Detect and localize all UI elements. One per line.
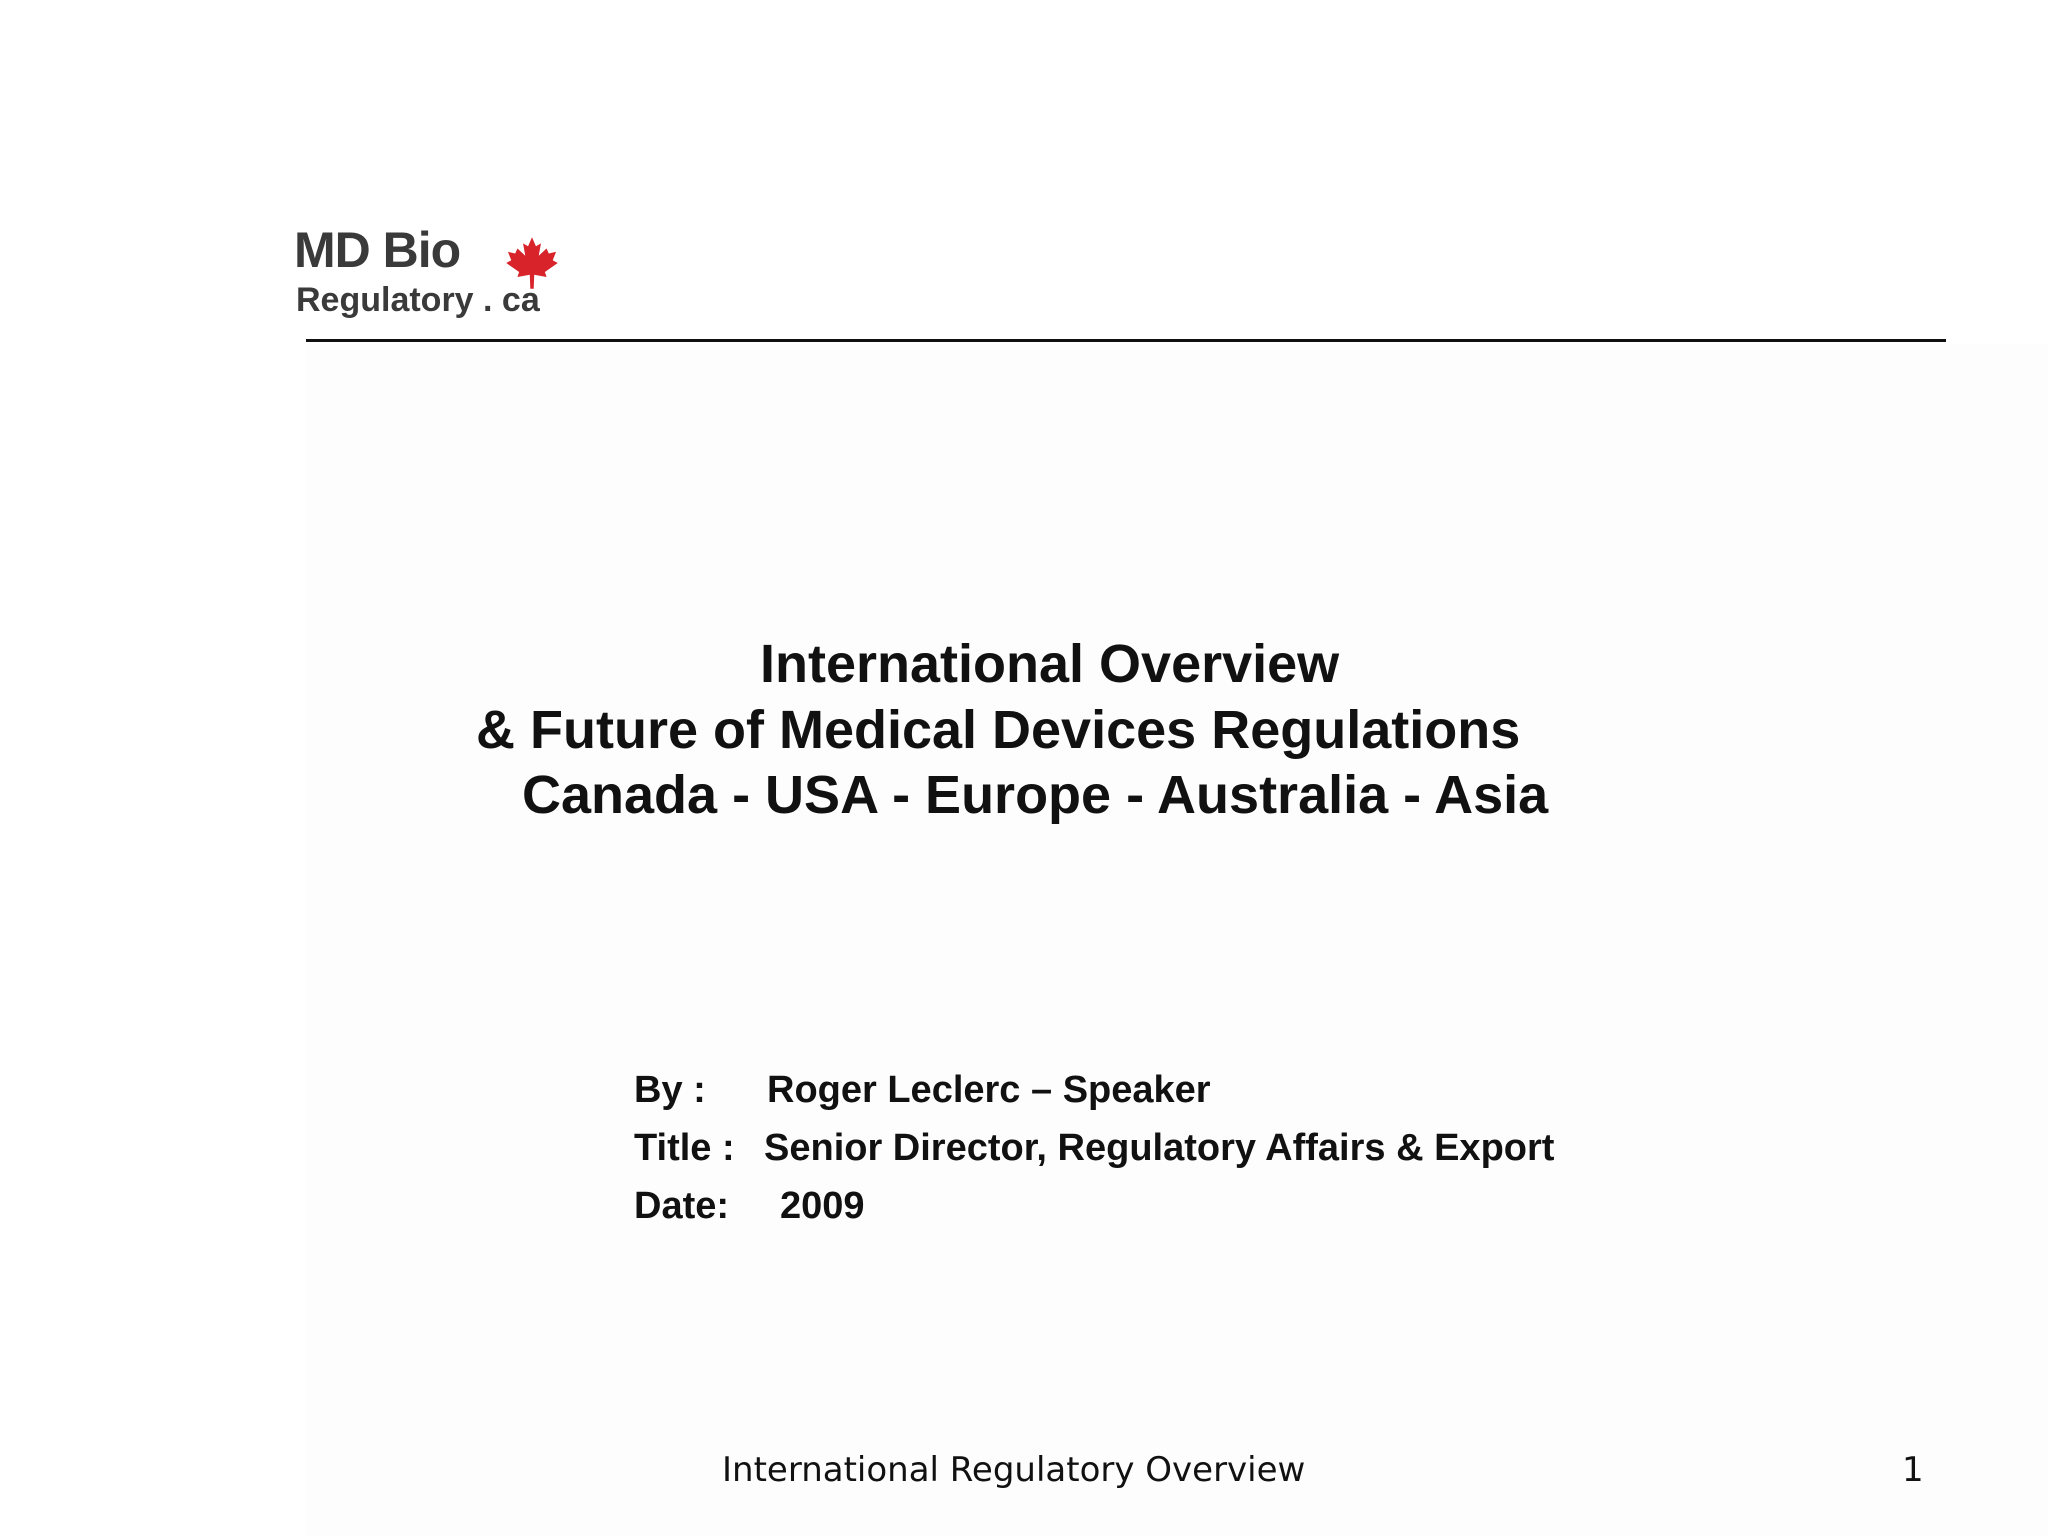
- by-value: Roger Leclerc – Speaker: [767, 1069, 1211, 1111]
- logo-text-line2: Regulatory . ca: [296, 281, 540, 319]
- logo-text-line1: MD Bio: [294, 222, 461, 278]
- page-number: 1: [1902, 1450, 1924, 1490]
- date-label: Date:: [634, 1185, 730, 1227]
- company-logo: [294, 222, 584, 326]
- date-value: 2009: [780, 1185, 865, 1227]
- title-value: Senior Director, Regulatory Affairs & Export: [764, 1127, 1555, 1169]
- title-line-3: Canada - USA - Europe - Australia - Asia: [522, 765, 1549, 825]
- header-divider: [306, 339, 1946, 342]
- title-label: Title :: [634, 1127, 735, 1169]
- title-line-1: International Overview: [760, 634, 1340, 694]
- content-area: [306, 344, 2048, 1536]
- by-label: By :: [634, 1069, 706, 1111]
- footer-text: International Regulatory Overview: [722, 1450, 1306, 1490]
- title-line-2: & Future of Medical Devices Regulations: [476, 700, 1521, 760]
